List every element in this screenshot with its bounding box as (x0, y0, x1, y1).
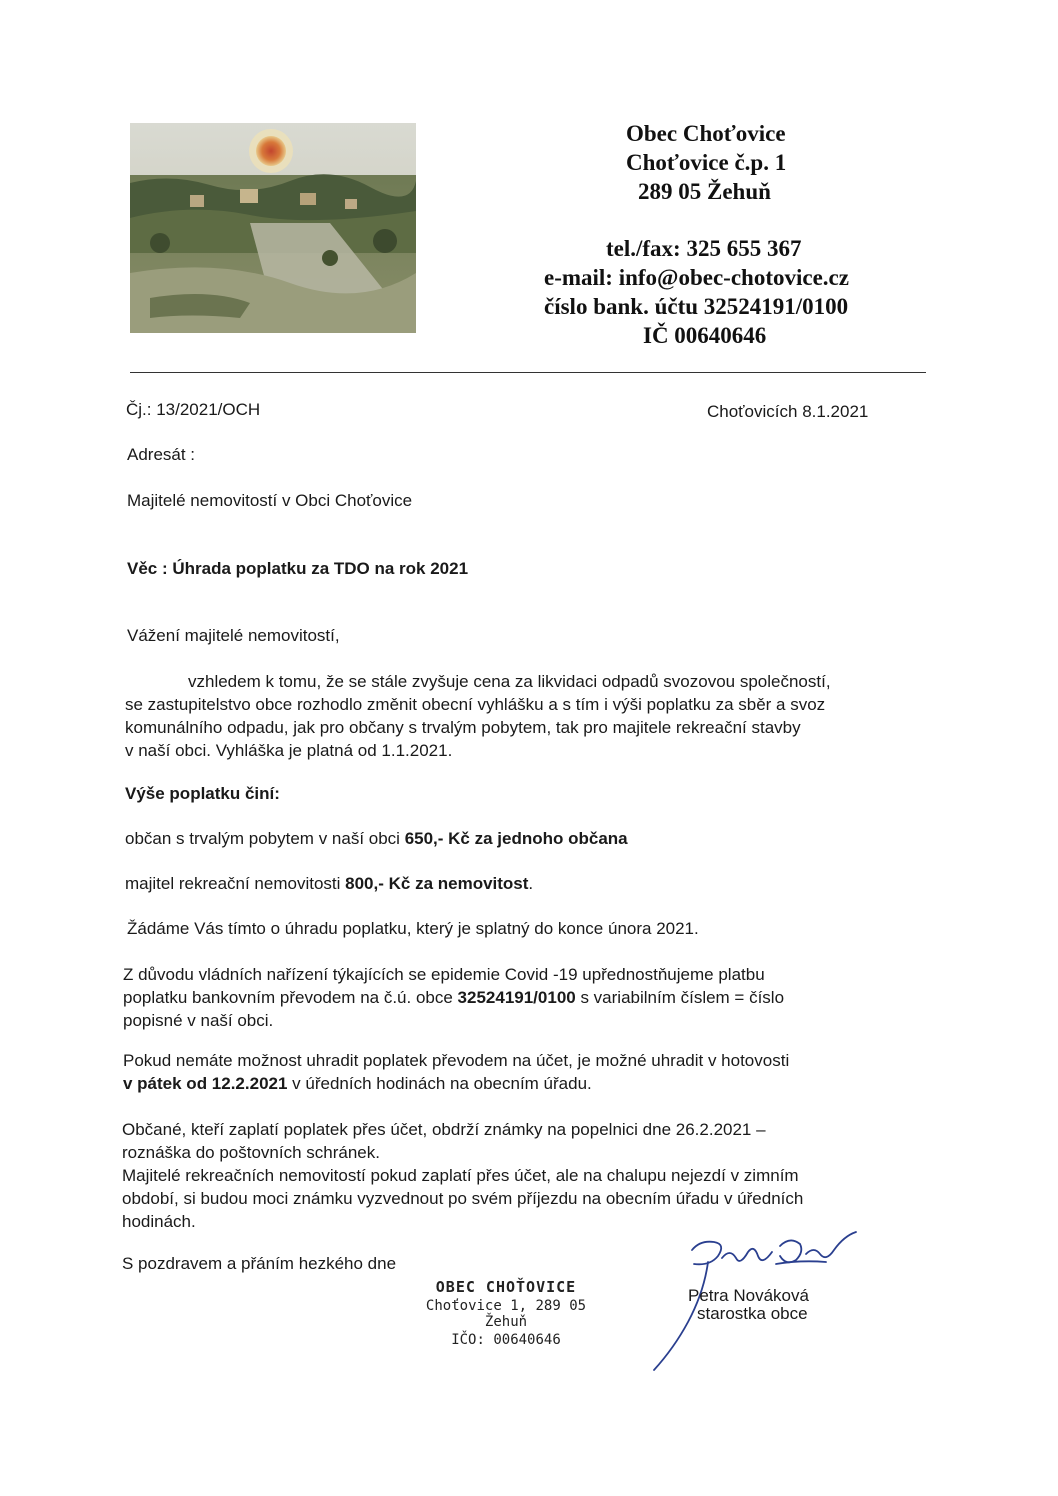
header-painting (130, 123, 416, 333)
closing: S pozdravem a přáním hezkého dne (122, 1254, 397, 1273)
covid-line-3: popisné v naší obci. (123, 1011, 274, 1030)
covid-line-2c: s variabilním číslem = číslo (575, 988, 785, 1007)
stickers-line-5: hodinách. (122, 1212, 196, 1231)
stickers-line-2: roznáška do poštovních schránek. (122, 1143, 380, 1162)
cash-date: v pátek od 12.2.2021 (123, 1074, 288, 1093)
fee-resident-text: občan s trvalým pobytem v naší obci (125, 829, 405, 848)
reference-number: Čj.: 13/2021/OCH (126, 400, 261, 419)
covid-account-number: 32524191/0100 (457, 988, 576, 1007)
stamp-line-1: OBEC CHOŤOVICE (435, 1278, 577, 1296)
intro-line-3: komunálního odpadu, jak pro občany s trvalým pobytem, tak pro majitele rekreační stavby (125, 718, 801, 737)
phone: tel./fax: 325 655 367 (606, 236, 802, 261)
fee-owner-end: . (528, 874, 534, 893)
office-stamp (406, 1278, 606, 1348)
stamp-line-2: Choťovice 1, 289 05 Žehuň (425, 1298, 587, 1330)
header-divider (130, 372, 926, 373)
org-name: Obec Choťovice (626, 121, 786, 146)
intro-line-2: se zastupitelstvo obce rozhodlo změnit obecní vyhlášku a s tím i výši poplatku za sběr a svoz (125, 695, 826, 714)
signatory-role: starostka obce (697, 1304, 808, 1323)
addressee-name: Majitelé nemovitostí v Obci Choťovice (127, 491, 413, 510)
place-date: Choťovicích 8.1.2021 (707, 402, 869, 421)
salutation: Vážení majitelé nemovitostí, (127, 626, 340, 645)
address-line-1: Choťovice č.p. 1 (626, 150, 787, 175)
intro-line-1: vzhledem k tomu, že se stále zvyšuje cena za likvidaci odpadů svozovou společností, (188, 672, 831, 691)
covid-line-2a: poplatku bankovním převodem na č.ú. obce (123, 988, 458, 1007)
email: e-mail: info@obec-chotovice.cz (544, 265, 849, 290)
covid-line-1: Z důvodu vládních nařízení týkajících se epidemie Covid -19 upřednostňujeme platbu (123, 965, 765, 984)
fee-owner-text: majitel rekreační nemovitosti (125, 874, 346, 893)
address-line-2: 289 05 Žehuň (638, 179, 771, 204)
cash-line-1: Pokud nemáte možnost uhradit poplatek převodem na účet, je možné uhradit v hotovosti (123, 1051, 790, 1070)
stickers-line-3: Majitelé rekreačních nemovitostí pokud zaplatí přes účet, ale na chalupu nejezdí v zimním (122, 1166, 799, 1185)
stickers-line-4: období, si budou moci známku vyzvednout po svém příjezdu na obecním úřadu v úředních (122, 1189, 804, 1208)
stamp-line-3: IČO: 00640646 (451, 1332, 561, 1348)
subject-line: Věc : Úhrada poplatku za TDO na rok 2021 (127, 559, 469, 578)
bank-account: číslo bank. účtu 32524191/0100 (544, 294, 849, 319)
addressee-label: Adresát : (127, 445, 196, 464)
payment-request: Žádáme Vás tímto o úhradu poplatku, který je splatný do konce února 2021. (127, 919, 699, 938)
intro-line-4: v naší obci. Vyhláška je platná od 1.1.2021. (125, 741, 453, 760)
signatory-name: Petra Nováková (688, 1286, 809, 1305)
fee-resident (125, 827, 628, 850)
fee-owner (125, 872, 533, 895)
stickers-line-1: Občané, kteří zaplatí poplatek přes účet, obdrží známky na popelnici dne 26.2.2021 – (122, 1120, 766, 1139)
covid-line-2 (123, 986, 784, 1009)
fees-heading: Výše poplatku činí: (125, 784, 280, 803)
cash-line-2 (123, 1072, 592, 1095)
landscape-painting-icon (130, 123, 416, 333)
fee-resident-amount: 650,- Kč za jednoho občana (404, 829, 628, 848)
ico: IČ 00640646 (643, 323, 767, 348)
cash-line-2b: v úředních hodinách na obecním úřadu. (287, 1074, 592, 1093)
fee-owner-amount: 800,- Kč za nemovitost (345, 874, 529, 893)
